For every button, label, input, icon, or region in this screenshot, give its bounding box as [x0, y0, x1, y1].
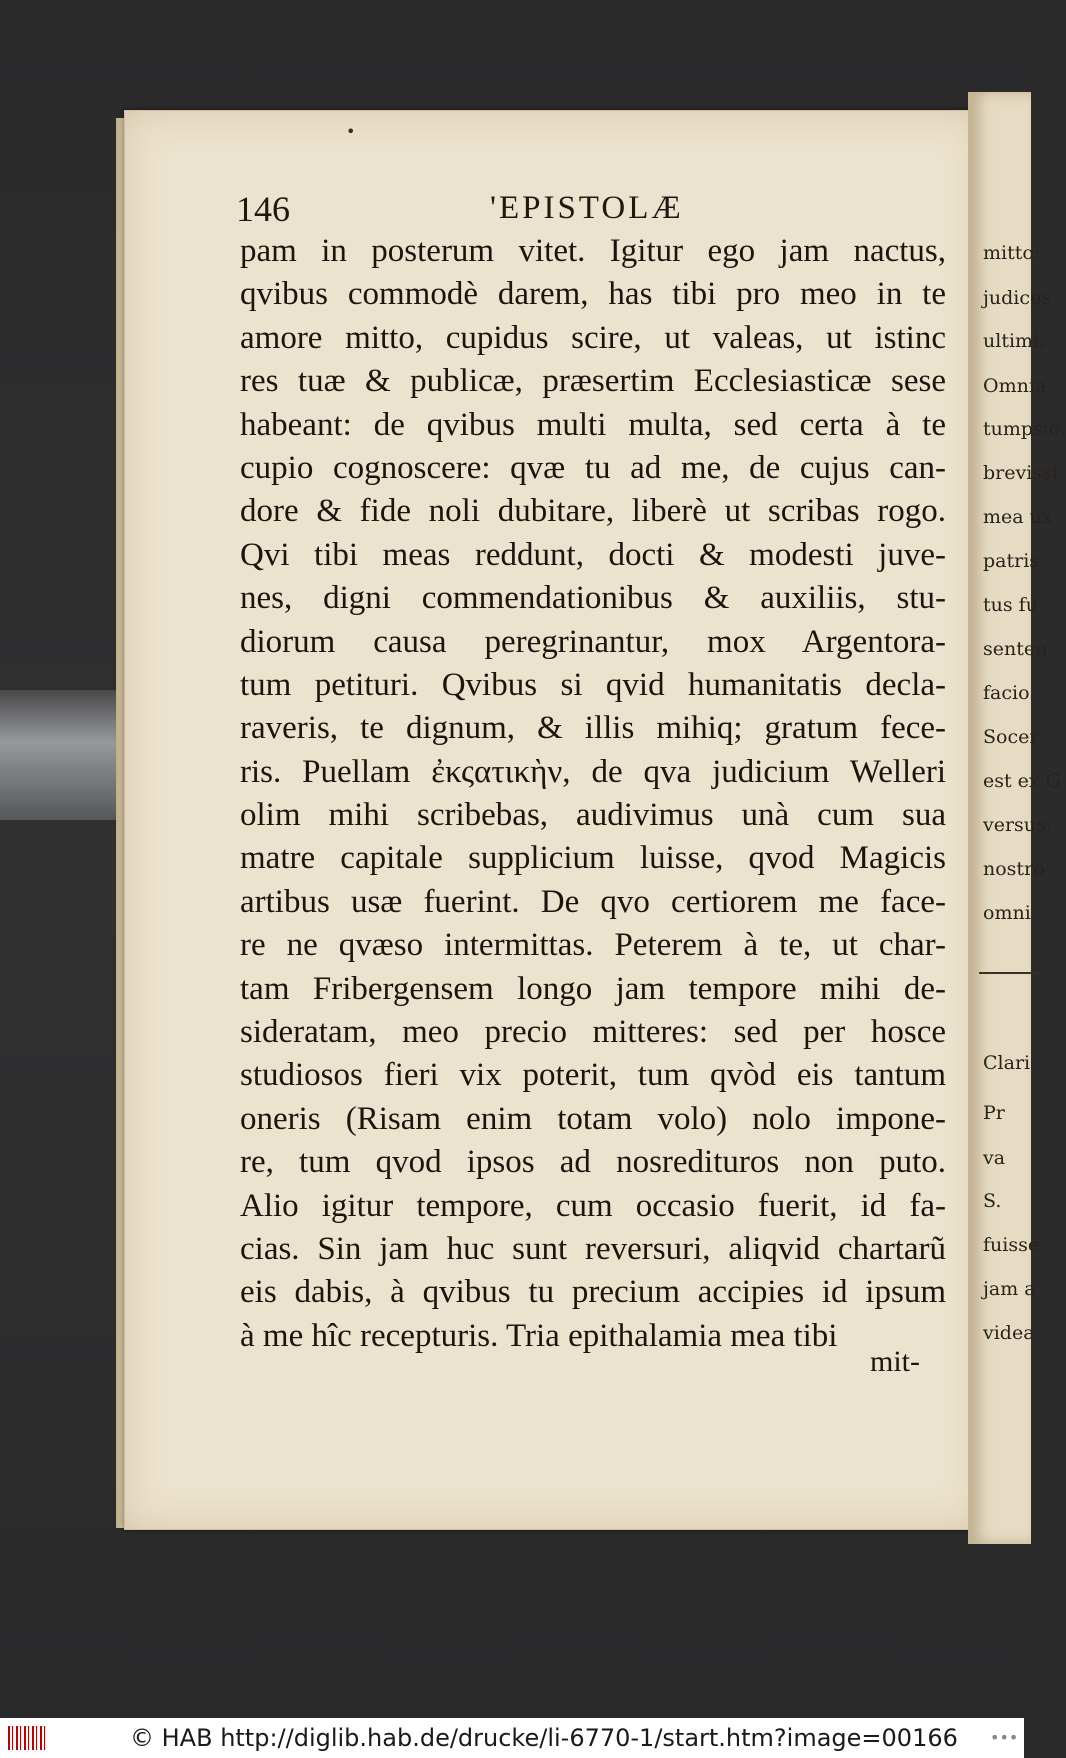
text-line: à me hîc recepturis. Tria epithalamia mea tibi: [240, 1317, 838, 1354]
facing-fragment: jam a: [983, 1278, 1036, 1300]
catchword: mit-: [870, 1345, 920, 1378]
facing-fragment: ultimi.: [983, 330, 1046, 352]
running-title: 'EPISTOLÆ: [490, 190, 684, 226]
text-line: tum petituri. Qvibus si qvid humanitatis decla-: [240, 666, 946, 703]
facing-fragment: Omnia: [983, 375, 1047, 397]
facing-fragment: Pr: [983, 1102, 1005, 1124]
text-line: matre capitale supplicium luisse, qvod Magicis: [240, 840, 946, 877]
text-line: diorum causa peregrinantur, mox Argentora-: [240, 623, 946, 660]
facing-fragment: S.: [983, 1190, 1002, 1212]
text-line: dore & fide noli dubitare, liberè ut scribas rogo.: [240, 493, 946, 530]
text-line: artibus usæ fuerint. De qvo certiorem me face-: [240, 883, 946, 920]
text-line: olim mihi scribebas, audivimus unà cum sua: [240, 797, 946, 834]
facing-fragment: videa: [983, 1322, 1035, 1344]
facing-rule: [979, 972, 1039, 974]
footer-bar: [0, 1718, 1024, 1758]
text-line: oneris (Risam enim totam volo) nolo impone-: [240, 1100, 946, 1137]
facing-fragment: fuisse: [983, 1234, 1040, 1256]
facing-fragment: facio.: [983, 682, 1036, 704]
text-line: cupio cognoscere: qvæ tu ad me, de cujus can-: [240, 449, 946, 486]
text-line: res tuæ & publicæ, præsertim Ecclesiasticæ sese: [240, 363, 946, 400]
text-line: Qvi tibi meas reddunt, docti & modesti juve-: [240, 536, 946, 573]
text-line: ris. Puellam ἐκςατικὴν, de qva judicium Welleri: [240, 753, 946, 790]
page-header: [236, 188, 936, 232]
facing-fragment: omni: [983, 902, 1031, 924]
facing-fragment: senten: [983, 638, 1048, 660]
facing-fragment: va: [983, 1147, 1006, 1169]
text-line: cias. Sin jam huc sunt reversuri, aliqvid chartarũ: [240, 1230, 946, 1267]
body-text: [240, 230, 946, 1358]
facing-fragment: tus fu: [983, 594, 1038, 616]
text-line: amore mitto, cupidus scire, ut valeas, ut istinc: [240, 319, 946, 356]
facing-fragment: nostro: [983, 858, 1045, 880]
text-line: eis dabis, à qvibus tu precium accipies id ipsum: [240, 1274, 946, 1311]
text-line: studiosos fieri vix poterit, tum qvòd eis tantum: [240, 1057, 946, 1094]
facing-fragment: mitto:: [983, 242, 1041, 264]
text-line: Alio igitur tempore, cum occasio fuerit, id fa-: [240, 1187, 946, 1224]
credit-link[interactable]: © HAB http://diglib.hab.de/drucke/li-6770-1/start.htm?image=00166: [130, 1724, 958, 1752]
text-line: re, tum qvod ipsos ad nosredituros non puto.: [240, 1144, 946, 1181]
facing-fragment: Socer: [983, 726, 1039, 748]
text-line: habeant: de qvibus multi multa, sed certa à te: [240, 406, 946, 443]
facing-fragment: judices: [983, 287, 1052, 309]
text-line: re ne qvæso intermittas. Peterem à te, ut char-: [240, 927, 946, 964]
facing-fragment: Clari: [983, 1052, 1031, 1074]
facing-fragment: tumpsio.: [983, 418, 1066, 440]
barcode-logo: [8, 1726, 48, 1750]
ink-dot: •: [346, 122, 356, 141]
facing-fragment: patris: [983, 550, 1040, 572]
text-line: sideratam, meo precio mitteres: sed per hosce: [240, 1014, 946, 1051]
facing-page: [968, 92, 1066, 1544]
more-icon[interactable]: •••: [990, 1728, 1019, 1747]
facing-fragment: brevissi: [983, 462, 1058, 484]
text-line: tam Fribergensem longo jam tempore mihi de-: [240, 970, 946, 1007]
text-line: pam in posterum vitet. Igitur ego jam nactus,: [240, 233, 946, 269]
facing-fragment: mea ux: [983, 506, 1053, 528]
page-number: 146: [236, 189, 290, 229]
text-line: qvibus commodè darem, has tibi pro meo in te: [240, 276, 946, 313]
text-line: nes, digni commendationibus & auxiliis, stu-: [240, 580, 946, 617]
facing-fragment: versus:: [983, 814, 1053, 836]
facing-fragment: est ex G: [983, 770, 1061, 792]
text-line: raveris, te dignum, & illis mihiq; gratum fece-: [240, 710, 946, 747]
